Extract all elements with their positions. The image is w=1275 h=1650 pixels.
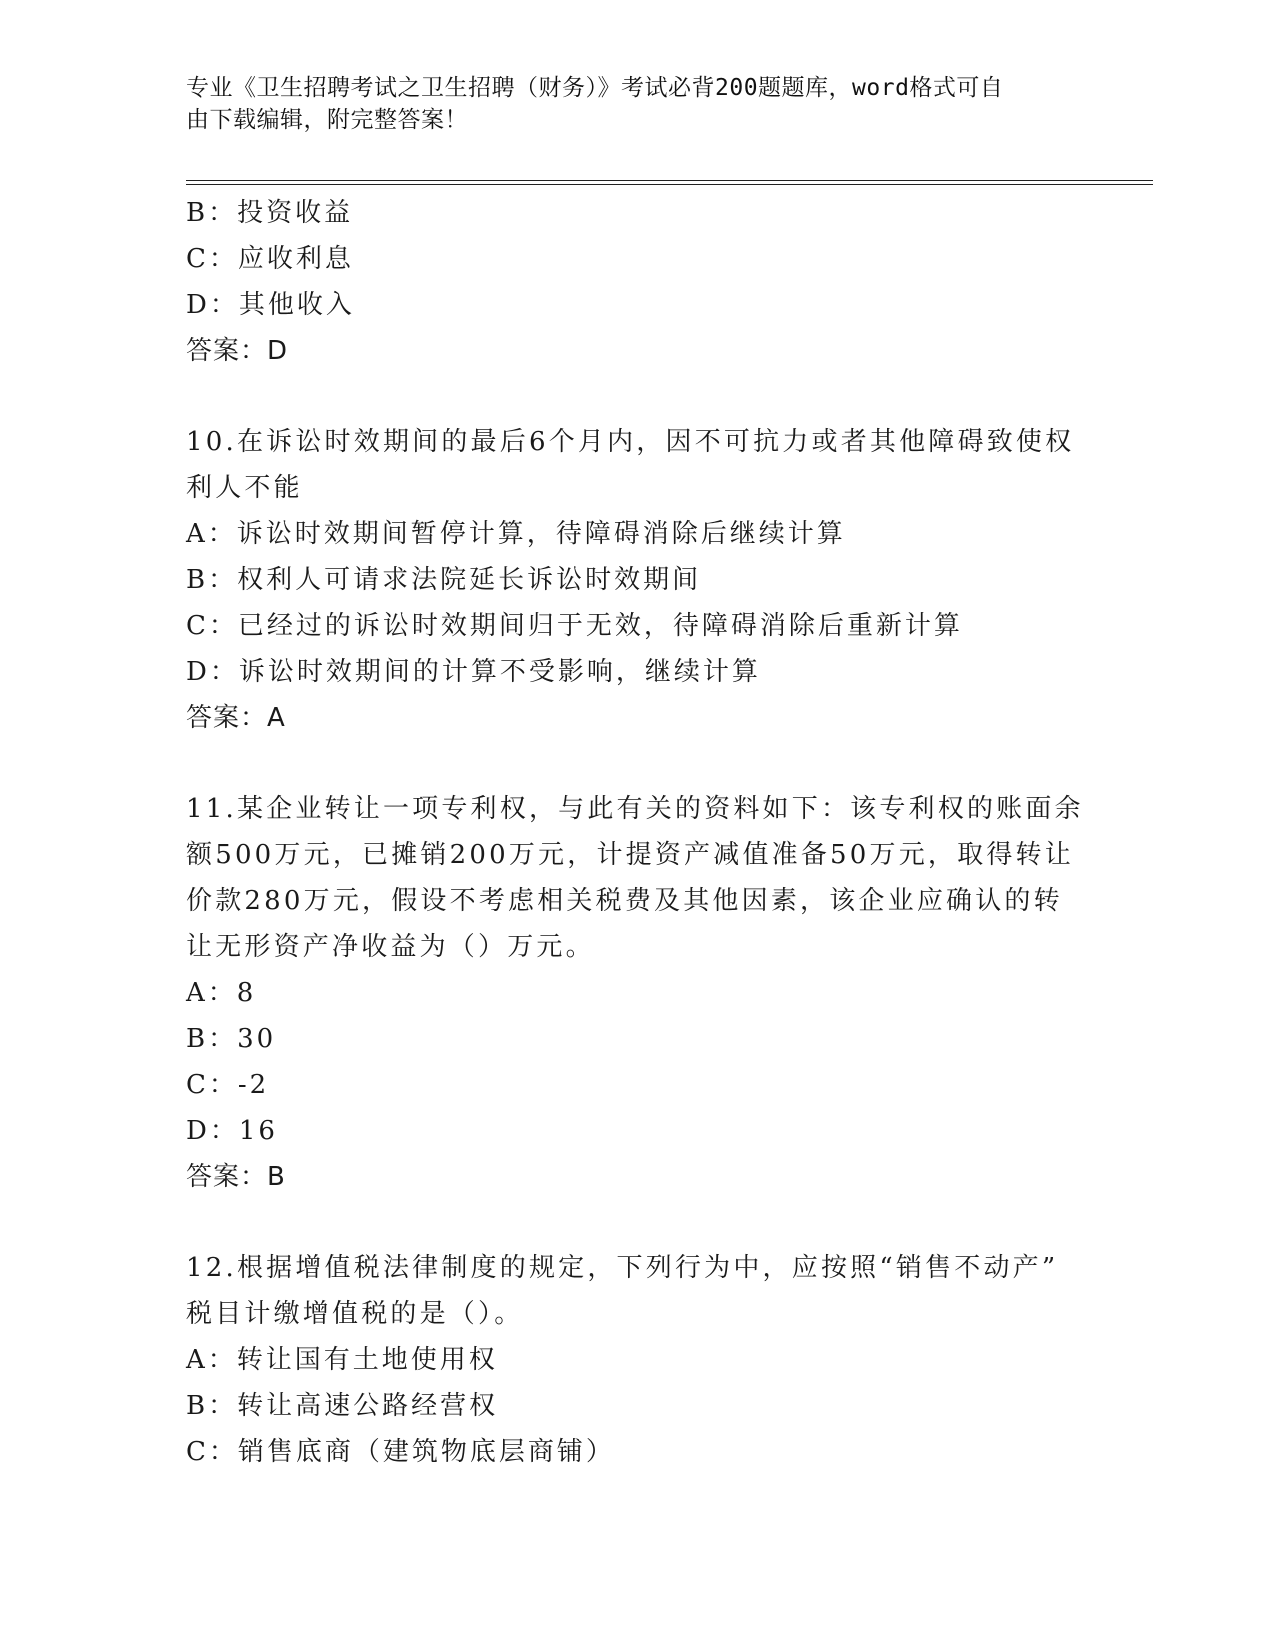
question-9-tail [186, 190, 1086, 374]
question-text-line: 利人不能 [186, 473, 303, 503]
option-a: A：诉讼时效期间暂停计算，待障碍消除后继续计算 [186, 519, 846, 549]
question-10 [186, 419, 1086, 741]
header-line-1: 专业《卫生招聘考试之卫生招聘（财务）》考试必背200题题库，word格式可自 [186, 75, 1004, 101]
option-b: B：30 [186, 1024, 277, 1054]
answer-label: 答案：A [186, 703, 286, 733]
option-d: D：其他收入 [186, 290, 355, 320]
question-text-line: 10.在诉讼时效期间的最后6个月内，因不可抗力或者其他障碍致使权 [186, 427, 1075, 457]
spacer [186, 1200, 1086, 1245]
spacer [186, 374, 1086, 419]
option-c: C：销售底商（建筑物底层商铺） [186, 1437, 615, 1467]
option-c: C：应收利息 [186, 244, 354, 274]
document-body [186, 190, 1086, 1475]
question-text-line: 税目计缴增值税的是（）。 [186, 1299, 524, 1329]
answer-label: 答案：D [186, 336, 289, 366]
question-text-line: 额500万元，已摊销200万元，计提资产减值准备50万元，取得转让 [186, 840, 1074, 870]
question-text-line: 12.根据增值税法律制度的规定，下列行为中，应按照“销售不动产” [186, 1253, 1059, 1283]
question-11 [186, 786, 1086, 1200]
spacer [186, 741, 1086, 786]
option-a: A：8 [186, 978, 257, 1008]
header-rule-bottom [186, 184, 1153, 185]
header-rule-top [186, 180, 1153, 181]
answer-label: 答案：B [186, 1162, 286, 1192]
option-b: B：权利人可请求法院延长诉讼时效期间 [186, 565, 702, 595]
question-text-line: 让无形资产净收益为（）万元。 [186, 932, 595, 962]
option-d: D：16 [186, 1116, 278, 1146]
document-header [186, 72, 1086, 136]
question-text-line: 价款280万元，假设不考虑相关税费及其他因素，该企业应确认的转 [186, 886, 1063, 916]
header-line-2: 由下载编辑，附完整答案！ [186, 107, 468, 133]
option-c: C：-2 [186, 1070, 270, 1100]
option-b: B：投资收益 [186, 198, 354, 228]
option-c: C：已经过的诉讼时效期间归于无效，待障碍消除后重新计算 [186, 611, 963, 641]
option-a: A：转让国有土地使用权 [186, 1345, 498, 1375]
option-b: B：转让高速公路经营权 [186, 1391, 499, 1421]
question-text-line: 11.某企业转让一项专利权，与此有关的资料如下：该专利权的账面余 [186, 794, 1084, 824]
question-12 [186, 1245, 1086, 1475]
option-d: D：诉讼时效期间的计算不受影响，继续计算 [186, 657, 761, 687]
